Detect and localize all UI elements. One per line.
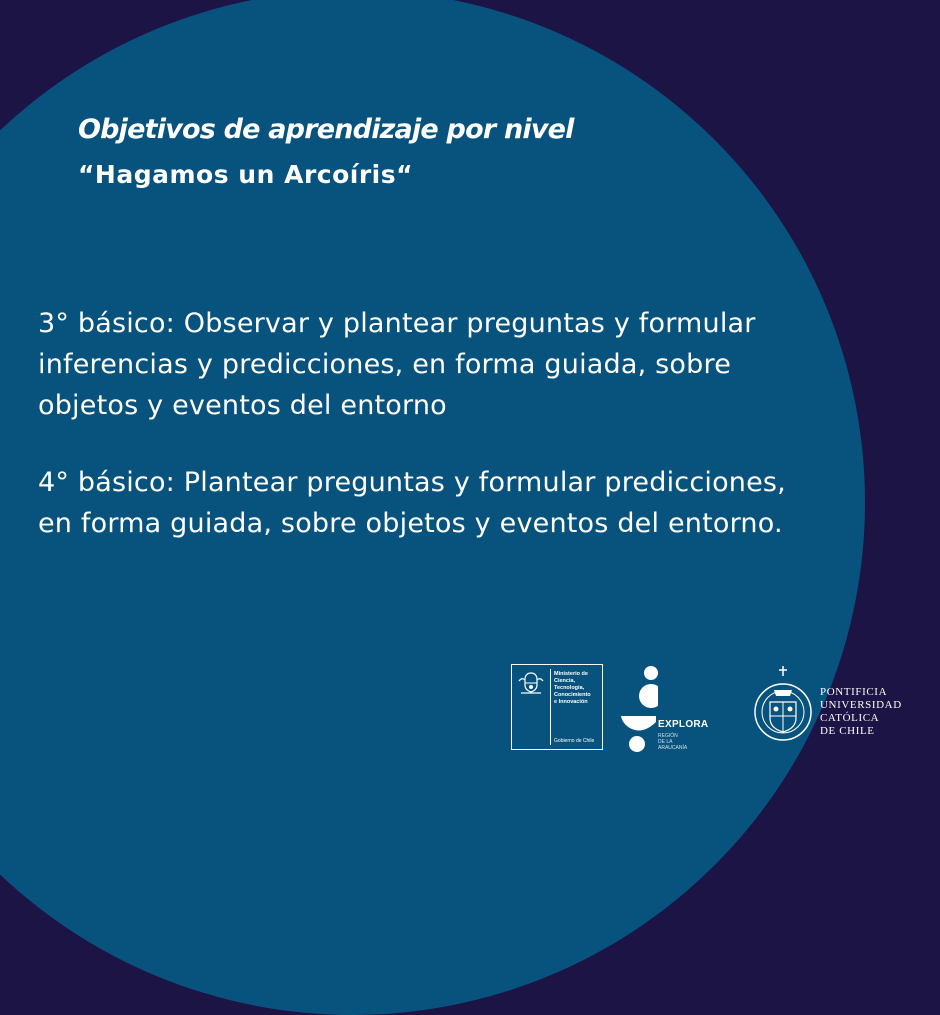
explora-logo: [618, 664, 718, 760]
puc-name: PONTIFICIA UNIVERSIDAD CATÓLICA DE CHILE: [820, 686, 902, 737]
explora-name: EXPLORA: [658, 719, 709, 730]
gobierno-label: Gobierno de Chile: [554, 738, 595, 744]
chile-crest-icon: [517, 671, 545, 697]
objective-3-basico: 3° básico: Observar y plantear preguntas y formular inferencias y predicciones, en forma guiada, sobre objetos y eventos del entorno: [38, 308, 756, 421]
logo-divider: [550, 669, 551, 745]
explora-figure-icon: [618, 664, 658, 756]
title-line-1: Objetivos de aprendizaje por nivel: [78, 114, 574, 145]
explora-region: REGIÓN DE LA ARAUCANÍA: [658, 733, 688, 751]
ministerio-name: Ministerio de Ciencia, Tecnología, Conocimiento e Innovación: [554, 671, 591, 705]
ministerio-logo: [511, 664, 603, 750]
title-line-2: “Hagamos un Arcoíris“: [78, 160, 414, 189]
objective-4-basico: 4° básico: Plantear preguntas y formular predicciones, en forma guiada, sobre objetos y eventos del entorno.: [38, 467, 786, 539]
puc-seal-icon: [752, 664, 814, 748]
